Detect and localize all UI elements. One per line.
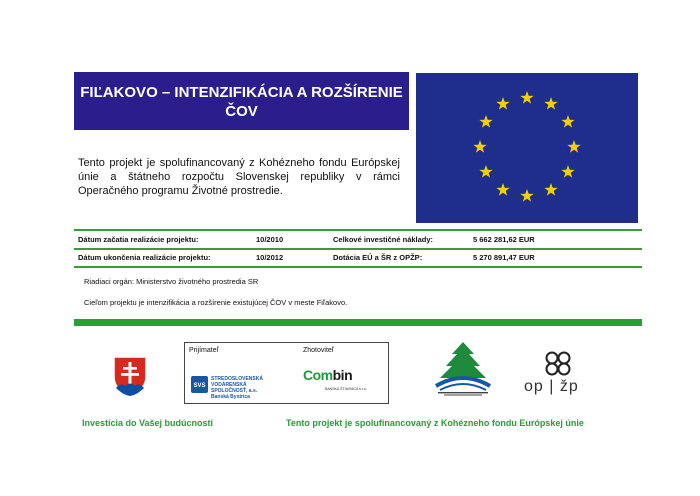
title-line-2: ČOV — [225, 103, 258, 120]
divider-mid — [74, 248, 642, 250]
goal-text: Cieľom projektu je intenzifikácia a rozšírenie existujúcej ČOV v meste Fiľakovo. — [84, 298, 348, 307]
end-label: Dátum ukončenia realizácie projektu: — [78, 253, 211, 262]
partners-box — [184, 342, 389, 404]
divider-top — [74, 229, 642, 231]
footer-right: Tento projekt je spolufinancovaný z Kohézneho fondu Európskej únie — [286, 418, 584, 428]
combin-wordmark — [303, 367, 352, 383]
svs-badge-icon — [191, 376, 208, 393]
svs-line-3: Banská Bystrica — [211, 394, 250, 400]
svs-logo — [191, 373, 283, 399]
contractor-label: Zhotoviteľ — [303, 347, 334, 354]
total-value: 5 662 281,62 EUR — [473, 235, 535, 244]
end-value: 10/2012 — [256, 253, 284, 262]
svs-line-1: STREDOSLOVENSKÁ — [211, 376, 263, 382]
grant-label: Dotácia EÚ a ŠR z OPŽP: — [333, 253, 423, 262]
green-bar — [74, 319, 642, 326]
divider-bottom — [74, 266, 642, 268]
eu-stars-icon — [416, 73, 638, 223]
eu-flag — [416, 73, 638, 223]
recipient-label: Prijímateľ — [189, 347, 219, 354]
slovak-coat-of-arms-icon — [112, 355, 148, 397]
start-label: Dátum začatia realizácie projektu: — [78, 235, 199, 244]
grant-value: 5 270 891,47 EUR — [473, 253, 535, 262]
ministry-tree-logo-icon — [430, 340, 496, 396]
project-title — [74, 72, 409, 130]
authority-text: Riadiaci orgán: Ministerstvo životného prostredia SR — [84, 277, 259, 286]
svs-line-2: VODÁRENSKÁ SPOLOČNOSŤ, a.s. — [211, 382, 258, 394]
svs-name — [211, 376, 283, 400]
footer-left: Investícia do Vašej budúcnosti — [82, 418, 214, 428]
combin-sub: BANSKÁ ŠTIAVNICA s.r.o. — [325, 387, 367, 391]
combin-rest: bin — [332, 367, 353, 383]
intro-text: Tento projekt je spolufinancovaný z Kohézneho fondu Európskej únie a štátneho rozpočtu Slovenskej republiky v rámci Operačného programu Životné prostredie. — [78, 157, 400, 197]
op-zp-label: op | žp — [524, 378, 579, 395]
op-zp-clover-icon — [543, 350, 573, 378]
total-label: Celkové investičné náklady: — [333, 235, 434, 244]
combin-logo — [303, 367, 381, 399]
combin-c: Com — [303, 367, 333, 383]
svs-badge-text: SVS — [193, 383, 206, 389]
start-value: 10/2010 — [256, 235, 284, 244]
title-line-1: FIĽAKOVO – INTENZIFIKÁCIA A ROZŠÍRENIE — [80, 84, 403, 101]
